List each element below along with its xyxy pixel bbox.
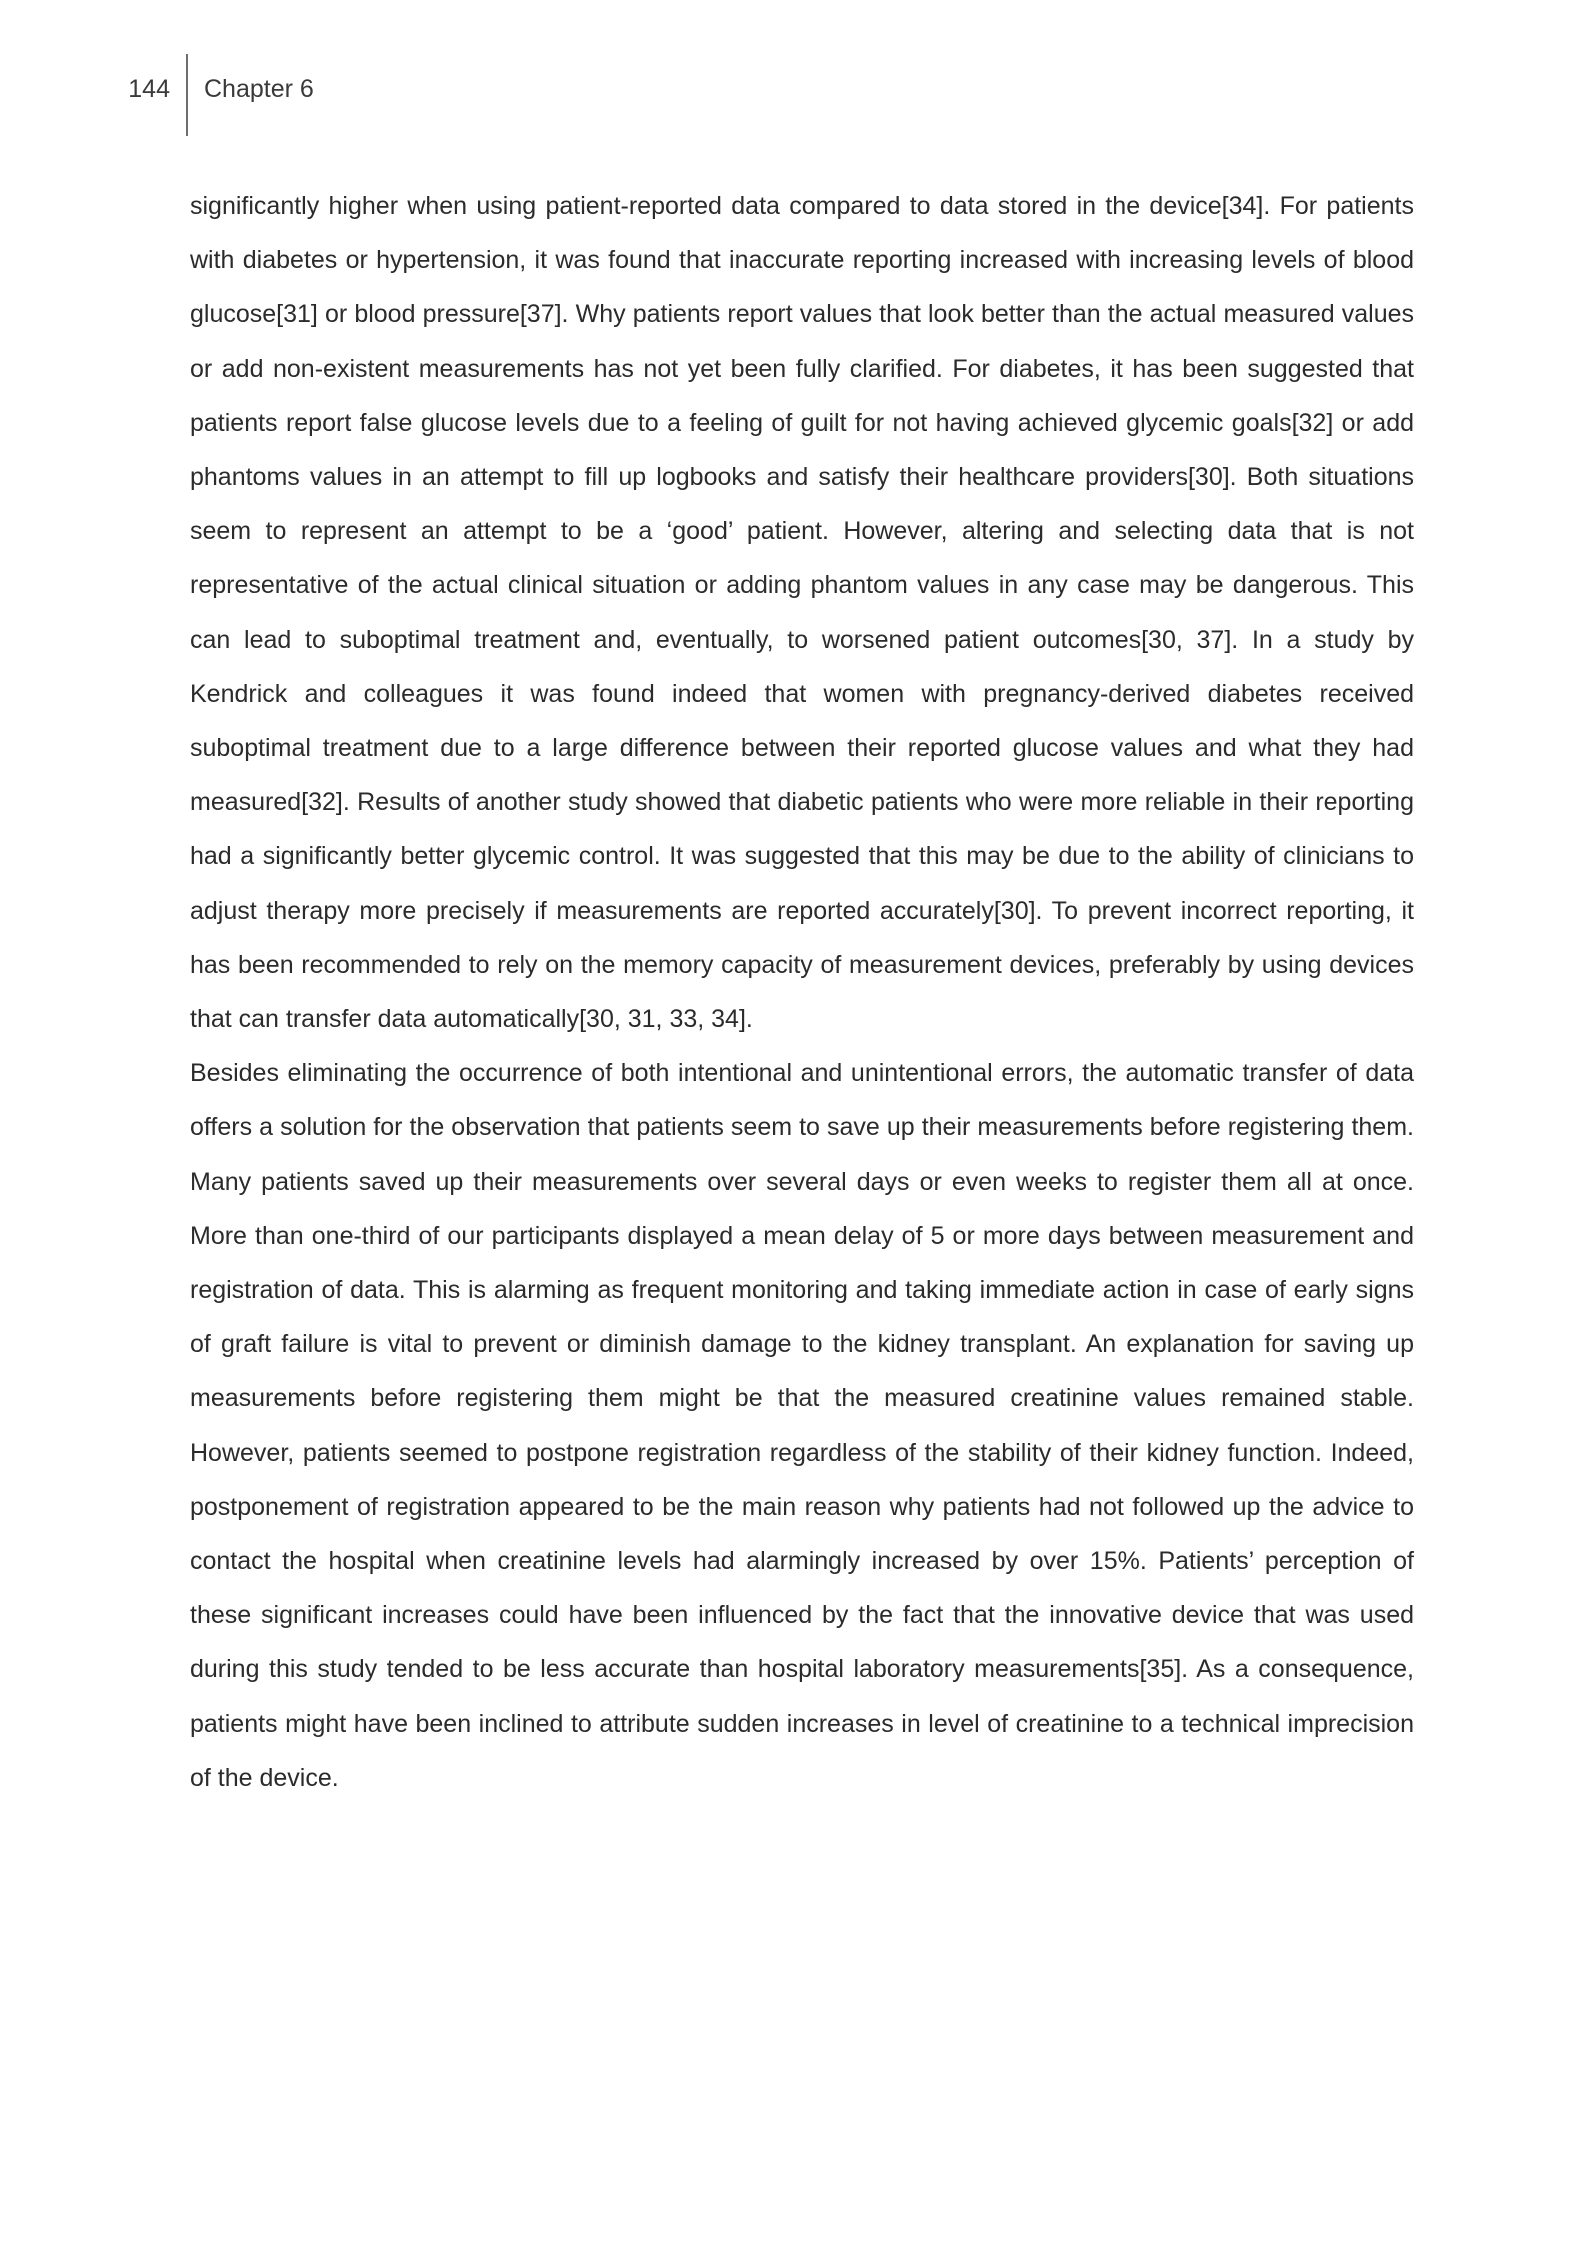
paragraph: Besides eliminating the occurrence of both intentional and unintentional errors, the automatic transfer of data offers a solution for the observation that patients seem to save up their measurements before registering them. Many patients saved up their measurements over several days or even weeks to register them all at once. More than one-third of our participants displayed a mean delay of 5 or more days between measurement and registration of data. This is alarming as frequent monitoring and taking immediate action in case of early signs of graft failure is vital to prevent or diminish damage to the kidney transplant. An explanation for saving up measurements before registering them might be that the measured creatinine values remained stable. However, patients seemed to postpone registration regardless of the stability of their kidney function. Indeed, postponement of registration appeared to be the main reason why patients had not followed up the advice to contact the hospital when creatinine levels had alarmingly increased by over 15%. Patients’ perception of these significant increases could have been influenced by the fact that the innovative device that was used during this study tended to be less accurate than hospital laboratory measurements[35]. As a consequence, patients might have been inclined to attribute sudden increases in level of creatinine to a technical imprecision of the device. xyxy=(190,1059,1414,1792)
header-divider xyxy=(186,54,188,136)
page-number: 144 xyxy=(128,75,170,103)
page-header xyxy=(0,0,1594,140)
body-text xyxy=(190,179,1414,1805)
paragraph: significantly higher when using patient-reported data compared to data stored in the device[34]. For patients with diabetes or hypertension, it was found that inaccurate reporting increased with increasing levels of blood glucose[31] or blood pressure[37]. Why patients report values that look better than the actual measured values or add non-existent measurements has not yet been fully clarified. For diabetes, it has been suggested that patients report false glucose levels due to a feeling of guilt for not having achieved glycemic goals[32] or add phantoms values in an attempt to fill up logbooks and satisfy their healthcare providers[30]. Both situations seem to represent an attempt to be a ‘good’ patient. However, altering and selecting data that is not representative of the actual clinical situation or adding phantom values in any case may be dangerous. This can lead to suboptimal treatment and, eventually, to worsened patient outcomes[30, 37]. In a study by Kendrick and colleagues it was found indeed that women with pregnancy-derived diabetes received suboptimal treatment due to a large difference between their reported glucose values and what they had measured[32]. Results of another study showed that diabetic patients who were more reliable in their reporting had a significantly better glycemic control. It was suggested that this may be due to the ability of clinicians to adjust therapy more precisely if measurements are reported accurately[30]. To prevent incorrect reporting, it has been recommended to rely on the memory capacity of measurement devices, preferably by using devices that can transfer data automatically[30, 31, 33, 34]. xyxy=(190,192,1414,1034)
chapter-title: Chapter 6 xyxy=(204,75,314,103)
